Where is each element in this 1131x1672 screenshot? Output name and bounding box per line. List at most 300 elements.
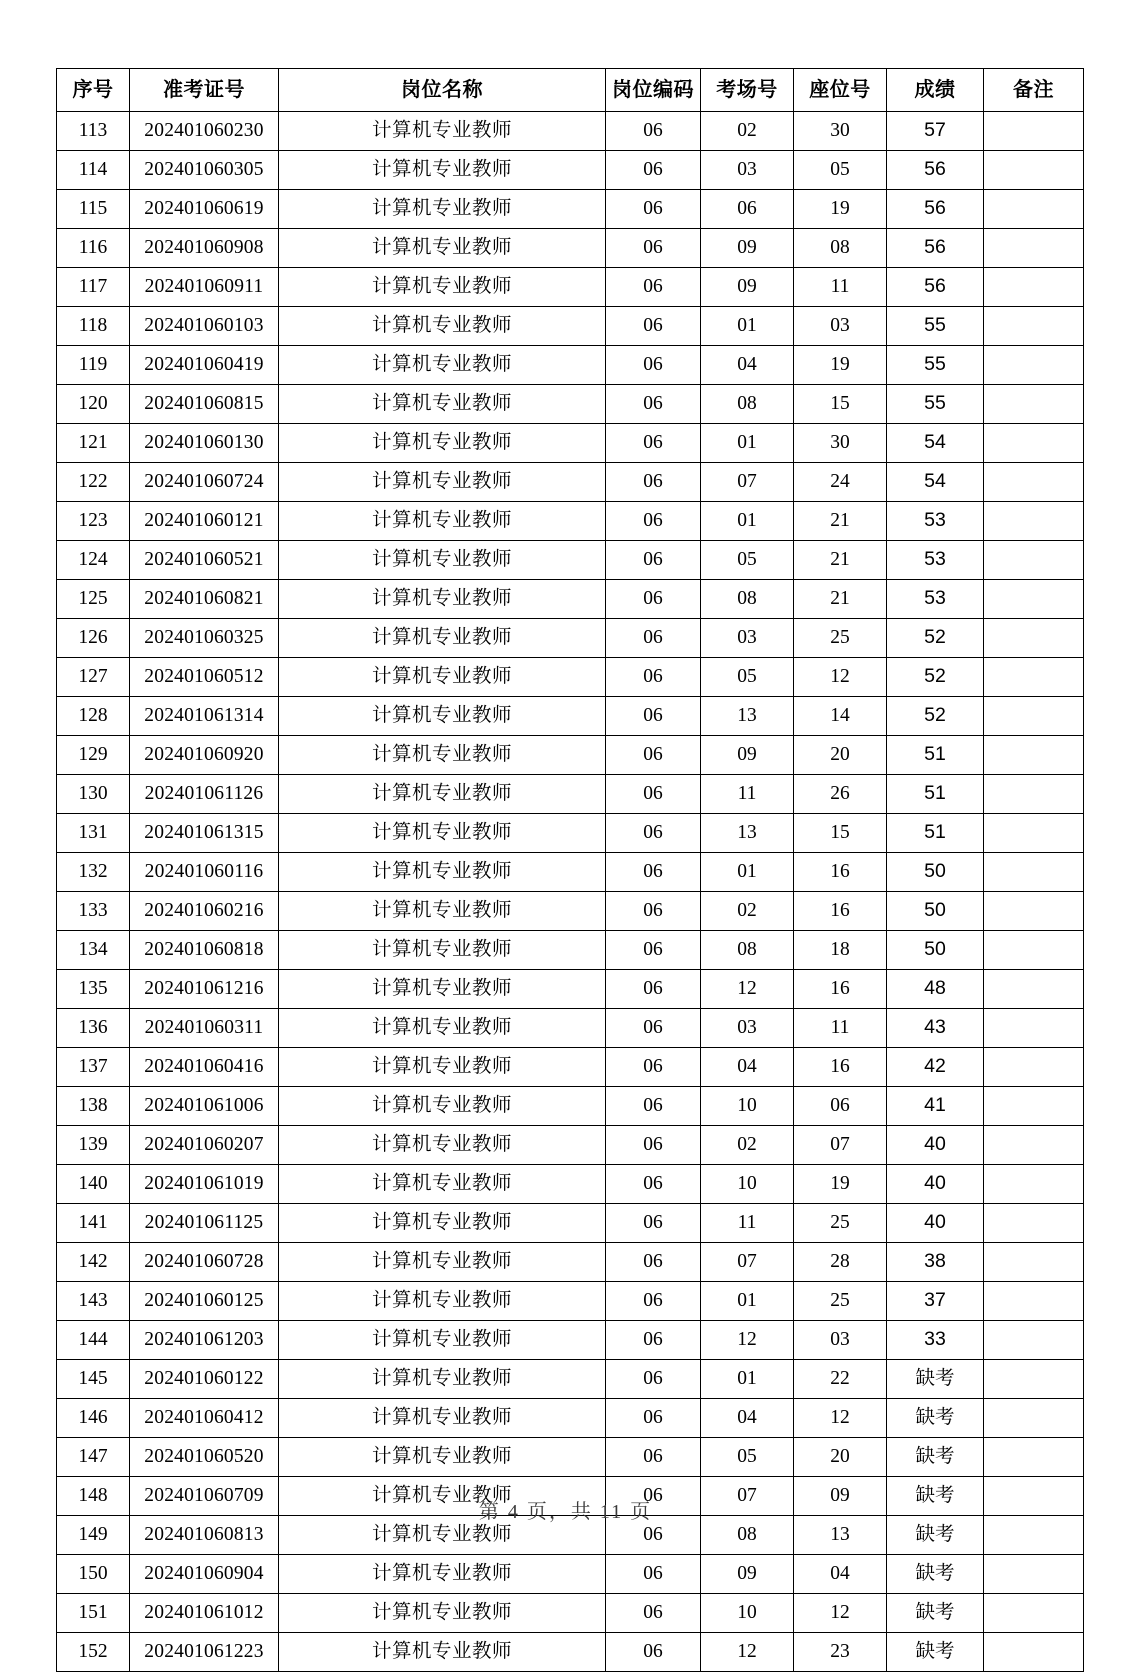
cell-seq: 143: [57, 1282, 130, 1321]
cell-seq: 119: [57, 346, 130, 385]
cell-seq: 120: [57, 385, 130, 424]
cell-ticket: 202401061203: [130, 1321, 279, 1360]
cell-seat: 05: [794, 151, 887, 190]
cell-post: 计算机专业教师: [279, 1555, 606, 1594]
cell-post: 计算机专业教师: [279, 463, 606, 502]
cell-code: 06: [606, 268, 701, 307]
cell-remark: [984, 1399, 1084, 1438]
cell-ticket: 202401060412: [130, 1399, 279, 1438]
cell-ticket: 202401060216: [130, 892, 279, 931]
cell-seq: 124: [57, 541, 130, 580]
table-row: [57, 112, 1084, 151]
cell-ticket: 202401061006: [130, 1087, 279, 1126]
cell-ticket: 202401060116: [130, 853, 279, 892]
table-header: [57, 69, 1084, 112]
cell-code: 06: [606, 151, 701, 190]
cell-seq: 126: [57, 619, 130, 658]
cell-seat: 21: [794, 580, 887, 619]
cell-room: 08: [701, 385, 794, 424]
cell-post: 计算机专业教师: [279, 1321, 606, 1360]
cell-remark: [984, 931, 1084, 970]
cell-post: 计算机专业教师: [279, 736, 606, 775]
cell-score: 56: [887, 151, 984, 190]
cell-seat: 25: [794, 1204, 887, 1243]
column-header-score: 成绩: [887, 69, 984, 112]
cell-seat: 07: [794, 1126, 887, 1165]
cell-remark: [984, 1360, 1084, 1399]
cell-seq: 141: [57, 1204, 130, 1243]
cell-room: 08: [701, 580, 794, 619]
cell-score: 56: [887, 190, 984, 229]
cell-ticket: 202401060821: [130, 580, 279, 619]
cell-code: 06: [606, 190, 701, 229]
cell-ticket: 202401060207: [130, 1126, 279, 1165]
cell-seat: 03: [794, 1321, 887, 1360]
cell-seat: 28: [794, 1243, 887, 1282]
cell-room: 07: [701, 1477, 794, 1516]
table-row: [57, 424, 1084, 463]
cell-ticket: 202401060724: [130, 463, 279, 502]
cell-seat: 24: [794, 463, 887, 502]
cell-seq: 149: [57, 1516, 130, 1555]
cell-post: 计算机专业教师: [279, 229, 606, 268]
cell-room: 08: [701, 931, 794, 970]
cell-remark: [984, 970, 1084, 1009]
cell-ticket: 202401060815: [130, 385, 279, 424]
cell-code: 06: [606, 697, 701, 736]
cell-code: 06: [606, 1360, 701, 1399]
cell-code: 06: [606, 1438, 701, 1477]
cell-post: 计算机专业教师: [279, 1477, 606, 1516]
cell-ticket: 202401060908: [130, 229, 279, 268]
cell-score: 56: [887, 268, 984, 307]
cell-code: 06: [606, 1282, 701, 1321]
cell-post: 计算机专业教师: [279, 1165, 606, 1204]
cell-ticket: 202401061019: [130, 1165, 279, 1204]
cell-score: 40: [887, 1126, 984, 1165]
cell-seq: 151: [57, 1594, 130, 1633]
cell-room: 13: [701, 697, 794, 736]
cell-ticket: 202401060911: [130, 268, 279, 307]
cell-seat: 25: [794, 619, 887, 658]
cell-score: 38: [887, 1243, 984, 1282]
cell-seq: 132: [57, 853, 130, 892]
cell-score: 55: [887, 307, 984, 346]
cell-post: 计算机专业教师: [279, 307, 606, 346]
cell-seat: 19: [794, 346, 887, 385]
cell-seq: 118: [57, 307, 130, 346]
cell-seat: 30: [794, 112, 887, 151]
cell-seat: 16: [794, 1048, 887, 1087]
cell-remark: [984, 775, 1084, 814]
cell-room: 04: [701, 1399, 794, 1438]
table-row: [57, 1555, 1084, 1594]
cell-post: 计算机专业教师: [279, 1633, 606, 1672]
cell-room: 03: [701, 619, 794, 658]
table-row: [57, 775, 1084, 814]
cell-post: 计算机专业教师: [279, 580, 606, 619]
table-row: [57, 1009, 1084, 1048]
cell-ticket: 202401060709: [130, 1477, 279, 1516]
cell-seq: 142: [57, 1243, 130, 1282]
cell-room: 02: [701, 1126, 794, 1165]
cell-seat: 11: [794, 1009, 887, 1048]
table-body: [57, 112, 1084, 1672]
cell-seq: 133: [57, 892, 130, 931]
table-row: [57, 502, 1084, 541]
cell-remark: [984, 1126, 1084, 1165]
cell-room: 09: [701, 736, 794, 775]
cell-ticket: 202401060416: [130, 1048, 279, 1087]
cell-room: 13: [701, 814, 794, 853]
column-header-remark: 备注: [984, 69, 1084, 112]
cell-remark: [984, 346, 1084, 385]
cell-seat: 25: [794, 1282, 887, 1321]
cell-score: 缺考: [887, 1516, 984, 1555]
cell-room: 09: [701, 268, 794, 307]
cell-room: 07: [701, 1243, 794, 1282]
cell-room: 12: [701, 1633, 794, 1672]
cell-seq: 147: [57, 1438, 130, 1477]
cell-seat: 09: [794, 1477, 887, 1516]
cell-post: 计算机专业教师: [279, 1126, 606, 1165]
cell-room: 11: [701, 1204, 794, 1243]
cell-remark: [984, 658, 1084, 697]
cell-remark: [984, 190, 1084, 229]
cell-score: 缺考: [887, 1555, 984, 1594]
cell-room: 01: [701, 853, 794, 892]
cell-seq: 136: [57, 1009, 130, 1048]
cell-remark: [984, 1243, 1084, 1282]
cell-code: 06: [606, 346, 701, 385]
cell-score: 40: [887, 1165, 984, 1204]
table-row: [57, 1087, 1084, 1126]
cell-room: 09: [701, 229, 794, 268]
cell-code: 06: [606, 931, 701, 970]
cell-room: 10: [701, 1165, 794, 1204]
cell-post: 计算机专业教师: [279, 1516, 606, 1555]
cell-seat: 22: [794, 1360, 887, 1399]
cell-code: 06: [606, 541, 701, 580]
cell-post: 计算机专业教师: [279, 190, 606, 229]
cell-code: 06: [606, 970, 701, 1009]
cell-room: 07: [701, 463, 794, 502]
cell-seat: 30: [794, 424, 887, 463]
cell-seq: 144: [57, 1321, 130, 1360]
cell-post: 计算机专业教师: [279, 1360, 606, 1399]
cell-score: 缺考: [887, 1360, 984, 1399]
cell-seq: 131: [57, 814, 130, 853]
cell-ticket: 202401060130: [130, 424, 279, 463]
cell-room: 01: [701, 1282, 794, 1321]
cell-remark: [984, 229, 1084, 268]
grades-table-container: [56, 68, 1075, 1672]
table-row: [57, 463, 1084, 502]
cell-score: 41: [887, 1087, 984, 1126]
cell-post: 计算机专业教师: [279, 619, 606, 658]
cell-post: 计算机专业教师: [279, 1204, 606, 1243]
cell-post: 计算机专业教师: [279, 1243, 606, 1282]
table-row: [57, 892, 1084, 931]
cell-ticket: 202401060125: [130, 1282, 279, 1321]
cell-code: 06: [606, 424, 701, 463]
cell-ticket: 202401060305: [130, 151, 279, 190]
column-header-room: 考场号: [701, 69, 794, 112]
table-row: [57, 268, 1084, 307]
cell-ticket: 202401061223: [130, 1633, 279, 1672]
cell-code: 06: [606, 1399, 701, 1438]
cell-seat: 16: [794, 853, 887, 892]
cell-code: 06: [606, 1477, 701, 1516]
cell-seat: 11: [794, 268, 887, 307]
cell-seat: 04: [794, 1555, 887, 1594]
cell-score: 50: [887, 892, 984, 931]
cell-code: 06: [606, 1243, 701, 1282]
table-row: [57, 970, 1084, 1009]
cell-post: 计算机专业教师: [279, 931, 606, 970]
cell-seq: 122: [57, 463, 130, 502]
table-row: [57, 697, 1084, 736]
cell-remark: [984, 853, 1084, 892]
cell-ticket: 202401060325: [130, 619, 279, 658]
table-row: [57, 346, 1084, 385]
cell-seq: 130: [57, 775, 130, 814]
cell-code: 06: [606, 736, 701, 775]
cell-seat: 13: [794, 1516, 887, 1555]
cell-seq: 152: [57, 1633, 130, 1672]
cell-room: 12: [701, 970, 794, 1009]
column-header-ticket: 准考证号: [130, 69, 279, 112]
cell-room: 05: [701, 658, 794, 697]
column-header-seat: 座位号: [794, 69, 887, 112]
cell-post: 计算机专业教师: [279, 424, 606, 463]
cell-post: 计算机专业教师: [279, 1438, 606, 1477]
cell-seq: 134: [57, 931, 130, 970]
table-row: [57, 1282, 1084, 1321]
table-row: [57, 1360, 1084, 1399]
cell-remark: [984, 1048, 1084, 1087]
cell-ticket: 202401060512: [130, 658, 279, 697]
column-header-post: 岗位名称: [279, 69, 606, 112]
cell-ticket: 202401061126: [130, 775, 279, 814]
cell-seat: 12: [794, 658, 887, 697]
cell-seq: 116: [57, 229, 130, 268]
cell-remark: [984, 385, 1084, 424]
column-header-seq: 序号: [57, 69, 130, 112]
cell-seat: 21: [794, 541, 887, 580]
header-row: [57, 69, 1084, 112]
cell-remark: [984, 892, 1084, 931]
cell-post: 计算机专业教师: [279, 1009, 606, 1048]
cell-ticket: 202401060920: [130, 736, 279, 775]
cell-code: 06: [606, 892, 701, 931]
cell-seat: 12: [794, 1399, 887, 1438]
cell-score: 54: [887, 463, 984, 502]
cell-ticket: 202401061012: [130, 1594, 279, 1633]
cell-post: 计算机专业教师: [279, 151, 606, 190]
cell-remark: [984, 1204, 1084, 1243]
cell-ticket: 202401060121: [130, 502, 279, 541]
cell-seq: 114: [57, 151, 130, 190]
table-row: [57, 619, 1084, 658]
cell-post: 计算机专业教师: [279, 541, 606, 580]
cell-code: 06: [606, 853, 701, 892]
cell-post: 计算机专业教师: [279, 892, 606, 931]
cell-seat: 12: [794, 1594, 887, 1633]
cell-ticket: 202401061315: [130, 814, 279, 853]
cell-seat: 20: [794, 1438, 887, 1477]
cell-room: 02: [701, 892, 794, 931]
cell-ticket: 202401060230: [130, 112, 279, 151]
cell-code: 06: [606, 502, 701, 541]
cell-ticket: 202401060122: [130, 1360, 279, 1399]
cell-post: 计算机专业教师: [279, 775, 606, 814]
cell-room: 01: [701, 307, 794, 346]
cell-remark: [984, 463, 1084, 502]
cell-score: 53: [887, 580, 984, 619]
table-row: [57, 814, 1084, 853]
cell-room: 01: [701, 424, 794, 463]
cell-remark: [984, 541, 1084, 580]
cell-remark: [984, 151, 1084, 190]
cell-score: 55: [887, 385, 984, 424]
cell-room: 11: [701, 775, 794, 814]
table-row: [57, 385, 1084, 424]
cell-score: 52: [887, 697, 984, 736]
cell-seat: 23: [794, 1633, 887, 1672]
cell-remark: [984, 307, 1084, 346]
cell-room: 12: [701, 1321, 794, 1360]
cell-seat: 19: [794, 190, 887, 229]
cell-room: 01: [701, 1360, 794, 1399]
cell-ticket: 202401060728: [130, 1243, 279, 1282]
cell-ticket: 202401060813: [130, 1516, 279, 1555]
cell-post: 计算机专业教师: [279, 697, 606, 736]
cell-ticket: 202401060521: [130, 541, 279, 580]
cell-seq: 148: [57, 1477, 130, 1516]
cell-room: 01: [701, 502, 794, 541]
cell-remark: [984, 619, 1084, 658]
cell-score: 51: [887, 736, 984, 775]
cell-seq: 150: [57, 1555, 130, 1594]
cell-score: 51: [887, 775, 984, 814]
table-row: [57, 931, 1084, 970]
cell-score: 缺考: [887, 1594, 984, 1633]
cell-remark: [984, 1321, 1084, 1360]
cell-code: 06: [606, 814, 701, 853]
cell-seq: 121: [57, 424, 130, 463]
cell-score: 51: [887, 814, 984, 853]
cell-code: 06: [606, 580, 701, 619]
cell-seat: 18: [794, 931, 887, 970]
cell-score: 52: [887, 658, 984, 697]
table-row: [57, 541, 1084, 580]
cell-room: 05: [701, 541, 794, 580]
cell-code: 06: [606, 307, 701, 346]
cell-room: 03: [701, 151, 794, 190]
cell-remark: [984, 502, 1084, 541]
cell-seq: 129: [57, 736, 130, 775]
table-row: [57, 229, 1084, 268]
cell-score: 42: [887, 1048, 984, 1087]
cell-code: 06: [606, 1009, 701, 1048]
cell-seat: 16: [794, 970, 887, 1009]
table-row: [57, 580, 1084, 619]
cell-seq: 139: [57, 1126, 130, 1165]
cell-post: 计算机专业教师: [279, 1282, 606, 1321]
cell-remark: [984, 1009, 1084, 1048]
cell-seat: 06: [794, 1087, 887, 1126]
cell-seat: 26: [794, 775, 887, 814]
cell-post: 计算机专业教师: [279, 385, 606, 424]
cell-code: 06: [606, 1555, 701, 1594]
table-row: [57, 1165, 1084, 1204]
cell-remark: [984, 1594, 1084, 1633]
cell-score: 54: [887, 424, 984, 463]
cell-ticket: 202401060619: [130, 190, 279, 229]
cell-room: 04: [701, 346, 794, 385]
cell-code: 06: [606, 1165, 701, 1204]
cell-remark: [984, 424, 1084, 463]
cell-ticket: 202401060520: [130, 1438, 279, 1477]
cell-ticket: 202401061125: [130, 1204, 279, 1243]
cell-code: 06: [606, 112, 701, 151]
page-footer: 第 4 页，共 11 页: [478, 1501, 653, 1523]
cell-post: 计算机专业教师: [279, 346, 606, 385]
cell-code: 06: [606, 658, 701, 697]
cell-score: 55: [887, 346, 984, 385]
cell-seq: 123: [57, 502, 130, 541]
cell-score: 40: [887, 1204, 984, 1243]
cell-score: 缺考: [887, 1438, 984, 1477]
cell-remark: [984, 1438, 1084, 1477]
cell-seat: 08: [794, 229, 887, 268]
cell-post: 计算机专业教师: [279, 1087, 606, 1126]
cell-seat: 15: [794, 385, 887, 424]
cell-score: 48: [887, 970, 984, 1009]
cell-score: 缺考: [887, 1399, 984, 1438]
cell-ticket: 202401060103: [130, 307, 279, 346]
cell-remark: [984, 736, 1084, 775]
cell-seat: 14: [794, 697, 887, 736]
cell-remark: [984, 1282, 1084, 1321]
cell-score: 50: [887, 931, 984, 970]
cell-seq: 137: [57, 1048, 130, 1087]
cell-score: 53: [887, 541, 984, 580]
table-row: [57, 1204, 1084, 1243]
cell-code: 06: [606, 1204, 701, 1243]
cell-seq: 145: [57, 1360, 130, 1399]
cell-score: 33: [887, 1321, 984, 1360]
cell-score: 37: [887, 1282, 984, 1321]
cell-seq: 115: [57, 190, 130, 229]
cell-post: 计算机专业教师: [279, 1048, 606, 1087]
cell-room: 09: [701, 1555, 794, 1594]
table-row: [57, 1126, 1084, 1165]
cell-seq: 125: [57, 580, 130, 619]
cell-room: 02: [701, 112, 794, 151]
cell-seq: 146: [57, 1399, 130, 1438]
cell-ticket: 202401060311: [130, 1009, 279, 1048]
cell-post: 计算机专业教师: [279, 268, 606, 307]
cell-post: 计算机专业教师: [279, 1399, 606, 1438]
cell-seat: 21: [794, 502, 887, 541]
cell-remark: [984, 580, 1084, 619]
cell-ticket: 202401061314: [130, 697, 279, 736]
cell-score: 52: [887, 619, 984, 658]
cell-seat: 03: [794, 307, 887, 346]
cell-remark: [984, 1087, 1084, 1126]
